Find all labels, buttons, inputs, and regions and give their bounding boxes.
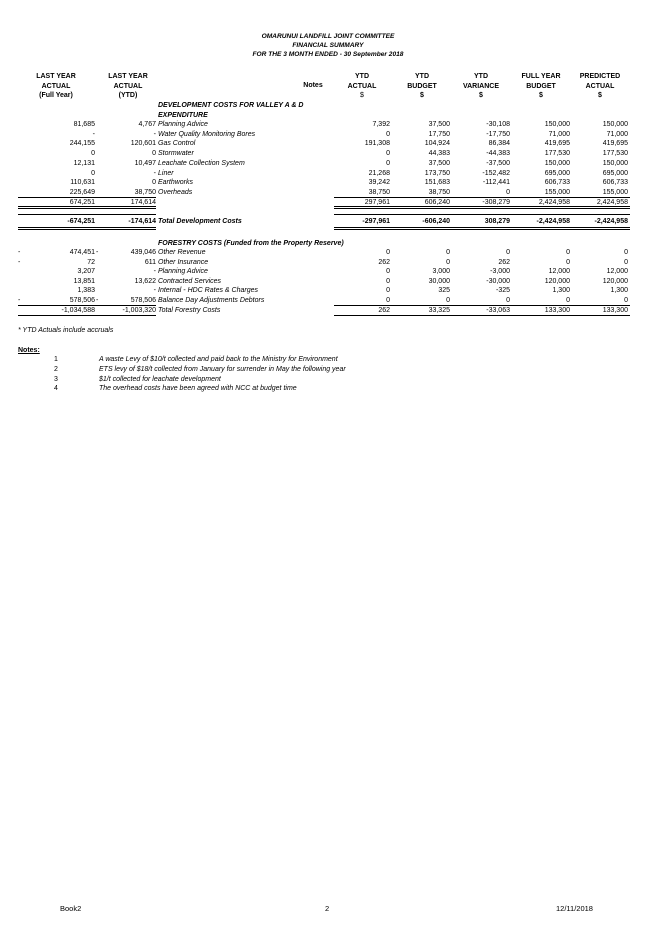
cell-lyytd: 0 [152, 150, 156, 158]
col-header-last-year-ytd: LAST YEAR ACTUAL (YTD) [108, 73, 148, 99]
cell-ly: 578,506 [69, 297, 95, 304]
cell-ly: -1,034,588 [61, 307, 95, 314]
cell-ytda: 0 [386, 277, 390, 285]
dev-total-double-right [334, 229, 630, 230]
cell-lyytd: - [153, 287, 156, 295]
cell-ly: 0 [91, 150, 95, 158]
dev-total-underline-left [18, 227, 156, 228]
cell-fyb: 0 [566, 258, 570, 266]
cell-ly: 72 [87, 258, 95, 266]
cell-label: Other Revenue [158, 249, 206, 256]
cell-ytdb: 606,240 [424, 199, 450, 206]
cell-ytda: 39,242 [368, 179, 390, 187]
cell-var: -37,500 [486, 159, 510, 167]
cell-ly: 3,207 [77, 268, 95, 276]
dev-total-rule-left [18, 214, 156, 215]
cell-ytda: 0 [386, 287, 390, 295]
dev-total-rule-right [334, 214, 630, 215]
cell-lyytd: 120,601 [130, 140, 156, 148]
cell-ly: 81,685 [73, 121, 95, 128]
cell-fyb: 120,000 [544, 277, 570, 285]
cell-label: Contracted Services [158, 277, 222, 285]
col-header-predicted-actual: PREDICTED ACTUAL $ [579, 73, 621, 99]
note-text: A waste Levy of $10/t collected and paid back to the Ministry for Environment [99, 356, 338, 363]
cell-label: Stormwater [158, 150, 194, 158]
cell-fyb: 155,000 [544, 188, 570, 196]
cell-fyb: 606,733 [544, 179, 570, 187]
note-number: 4 [54, 385, 58, 393]
cell-ytda: 0 [386, 150, 390, 158]
cell-var: -308,279 [482, 199, 510, 206]
cell-label: Planning Advice [158, 121, 208, 128]
cell-fyb: 0 [566, 249, 570, 256]
cell-fyb: 150,000 [544, 159, 570, 167]
note-number: 2 [54, 365, 58, 373]
cell-lyytd: 174,614 [130, 199, 156, 206]
cell-sign: - [18, 258, 21, 266]
cell-ytdb: 44,383 [428, 150, 450, 158]
cell-ytda: 0 [386, 249, 390, 256]
note-text: The overhead costs have been agreed with NCC at budget time [99, 385, 297, 393]
cell-lyytd: - [153, 169, 156, 177]
cell-lyytd: 578,506 [130, 297, 156, 304]
cell-var: 308,279 [484, 218, 510, 225]
cell-pred: 0 [624, 249, 628, 256]
cell-lyytd: - [153, 130, 156, 138]
cell-ytda: 297,961 [364, 199, 390, 206]
cell-var: -30,108 [486, 121, 510, 128]
forestry-total-underline-right [334, 315, 630, 316]
cell-ytdb: 0 [446, 249, 450, 256]
cell-lyytd: 13,622 [134, 277, 156, 285]
col-header-last-year-full: LAST YEAR ACTUAL (Full Year) [36, 73, 76, 99]
cell-ytda: 38,750 [368, 188, 390, 196]
cell-ytdb: 173,750 [424, 169, 450, 177]
col-header-notes: Notes [303, 82, 323, 89]
dev-section-subheading: EXPENDITURE [158, 112, 208, 119]
cell-lyytd: 10,497 [134, 159, 156, 167]
cell-pred: 150,000 [602, 159, 628, 167]
cell-var: 86,384 [488, 140, 510, 148]
cell-ytdb: 37,500 [428, 121, 450, 128]
cell-ly: 13,851 [73, 277, 95, 285]
cell-sign: - [18, 297, 21, 304]
cell-ytda: 0 [386, 130, 390, 138]
cell-fyb: 71,000 [548, 130, 570, 138]
cell-ly: 225,649 [69, 188, 95, 196]
footer-filename: Book2 [60, 904, 82, 913]
cell-pred: -2,424,958 [594, 218, 628, 225]
cell-lyytd: 4,767 [138, 121, 156, 128]
cell-pred: 419,695 [602, 140, 628, 148]
cell-label: Planning Advice [158, 268, 208, 276]
cell-pred: 1,300 [610, 287, 628, 295]
cell-lyytd: - [153, 268, 156, 276]
cell-ly: 0 [91, 169, 95, 177]
cell-var: 0 [506, 249, 510, 256]
dev-section-heading: DEVELOPMENT COSTS FOR VALLEY A & D [158, 102, 304, 109]
note-text: $1/t collected for leachate development [99, 375, 221, 383]
cell-var: -3,000 [490, 268, 510, 276]
cell-fyb: 419,695 [544, 140, 570, 148]
col-header-ytd-variance: YTD VARIANCE $ [462, 73, 500, 99]
cell-lyytd: -174,614 [128, 218, 156, 225]
cell-ly: 1,383 [77, 287, 95, 295]
forestry-total-underline-left [18, 315, 156, 316]
cell-pred: 150,000 [602, 121, 628, 128]
cell-ytdb: 0 [446, 258, 450, 266]
cell-ytda: 0 [386, 159, 390, 167]
cell-label: Gas Control [158, 140, 196, 148]
cell-var: -112,441 [482, 179, 510, 187]
dev-subtotal-double-left [18, 208, 156, 209]
cell-var: -44,383 [486, 150, 510, 158]
cell-var: -152,482 [482, 169, 510, 177]
cell-pred: 695,000 [602, 169, 628, 177]
cell-label: Leachate Collection System [158, 159, 245, 167]
cell-pred: 133,300 [602, 307, 628, 314]
col-header-ytd-budget: YTD BUDGET $ [407, 73, 437, 99]
cell-ytdb: 3,000 [432, 268, 450, 276]
cell-label: Total Development Costs [158, 218, 242, 225]
footnote: * YTD Actuals include accruals [18, 327, 114, 334]
cell-ly: 110,631 [70, 179, 95, 187]
cell-ytda: 21,268 [368, 169, 390, 177]
cell-fyb: 133,300 [544, 307, 570, 314]
cell-ytdb: 33,325 [428, 307, 450, 314]
cell-ytdb: -606,240 [422, 218, 450, 225]
cell-sign2: - [96, 297, 99, 304]
dev-total-underline-right [334, 227, 630, 228]
cell-var: 0 [506, 297, 510, 304]
cell-ytda: 262 [378, 258, 390, 266]
footer-page-number: 2 [325, 904, 330, 913]
cell-pred: 177,530 [602, 150, 628, 158]
cell-pred: 155,000 [602, 188, 628, 196]
cell-label: Overheads [158, 188, 193, 196]
cell-ytda: 0 [386, 268, 390, 276]
cell-fyb: 695,000 [544, 169, 570, 177]
cell-ytdb: 104,924 [424, 140, 450, 148]
cell-var: 0 [506, 188, 510, 196]
col-header-ytd-actual: YTD ACTUAL $ [347, 73, 377, 99]
cell-fyb: 2,424,958 [538, 199, 570, 206]
cell-ytda: 191,308 [364, 140, 390, 148]
note-number: 1 [54, 356, 58, 363]
cell-var: -325 [495, 287, 510, 295]
cell-ly: 474,451 [69, 249, 95, 256]
cell-pred: 0 [624, 297, 628, 304]
cell-ytdb: 0 [446, 297, 450, 304]
cell-var: -33,063 [486, 307, 510, 314]
cell-lyytd: -1,003,320 [122, 307, 156, 314]
cell-lyytd: 0 [152, 179, 156, 187]
cell-ytdb: 17,750 [428, 130, 450, 138]
cell-label: Balance Day Adjustments Debtors [158, 297, 265, 304]
cell-ytdb: 38,750 [428, 188, 450, 196]
cell-fyb: 177,530 [544, 150, 570, 158]
cell-label: Liner [158, 169, 174, 177]
notes-heading: Notes: [18, 347, 40, 354]
cell-sign2: - [96, 249, 99, 256]
report-subtitle: FINANCIAL SUMMARY [292, 42, 364, 49]
cell-fyb: 12,000 [548, 268, 570, 276]
cell-ytdb: 30,000 [428, 277, 450, 285]
cell-ly: 244,155 [69, 140, 95, 148]
cell-pred: 12,000 [606, 268, 628, 276]
cell-label: Internal - HDC Rates & Charges [158, 287, 258, 295]
cell-ytda: 0 [386, 297, 390, 304]
cell-ly: - [92, 130, 95, 138]
cell-pred: 71,000 [606, 130, 628, 138]
cell-ytda: -297,961 [362, 218, 390, 225]
note-number: 3 [54, 375, 58, 383]
cell-var: 262 [498, 258, 510, 266]
cell-pred: 120,000 [602, 277, 628, 285]
report-period: FOR THE 3 MONTH ENDED - 30 September 2018 [252, 51, 404, 58]
cell-fyb: 0 [566, 297, 570, 304]
cell-ytda: 7,392 [372, 121, 390, 128]
cell-label: Water Quality Monitoring Bores [158, 130, 256, 138]
forestry-section-heading: FORESTRY COSTS (Funded from the Property Reserve) [158, 240, 344, 247]
cell-var: -17,750 [486, 130, 510, 138]
cell-pred: 606,733 [602, 179, 628, 187]
cell-label: Other Insurance [158, 258, 209, 266]
cell-fyb: 150,000 [544, 121, 570, 128]
cell-var: -30,000 [486, 277, 510, 285]
cell-ytdb: 37,500 [428, 159, 450, 167]
cell-ly: -674,251 [67, 218, 95, 225]
cell-lyytd: 38,750 [134, 188, 156, 196]
dev-subtotal-double-right [334, 208, 630, 209]
cell-ly: 674,251 [69, 199, 95, 206]
report-title: OMARUNUI LANDFILL JOINT COMMITTEE [261, 33, 395, 40]
cell-lyytd: 439,046 [130, 249, 156, 256]
cell-label: Earthworks [158, 179, 194, 187]
cell-pred: 2,424,958 [596, 199, 628, 206]
cell-lyytd: 611 [144, 258, 156, 266]
dev-total-double-left [18, 229, 156, 230]
cell-ly: 12,131 [73, 159, 95, 167]
cell-pred: 0 [624, 258, 628, 266]
footer-date: 12/11/2018 [556, 904, 593, 913]
cell-sign: - [18, 249, 21, 256]
cell-fyb: -2,424,958 [536, 218, 570, 225]
cell-fyb: 1,300 [552, 287, 570, 295]
cell-ytdb: 325 [438, 287, 450, 295]
cell-ytda: 262 [378, 307, 390, 314]
note-text: ETS levy of $18/t collected from January for surrender in May the following year [99, 365, 346, 373]
cell-ytdb: 151,683 [424, 179, 450, 187]
col-header-full-year-budget: FULL YEAR BUDGET $ [521, 73, 561, 99]
cell-label: Total Forestry Costs [158, 307, 221, 314]
